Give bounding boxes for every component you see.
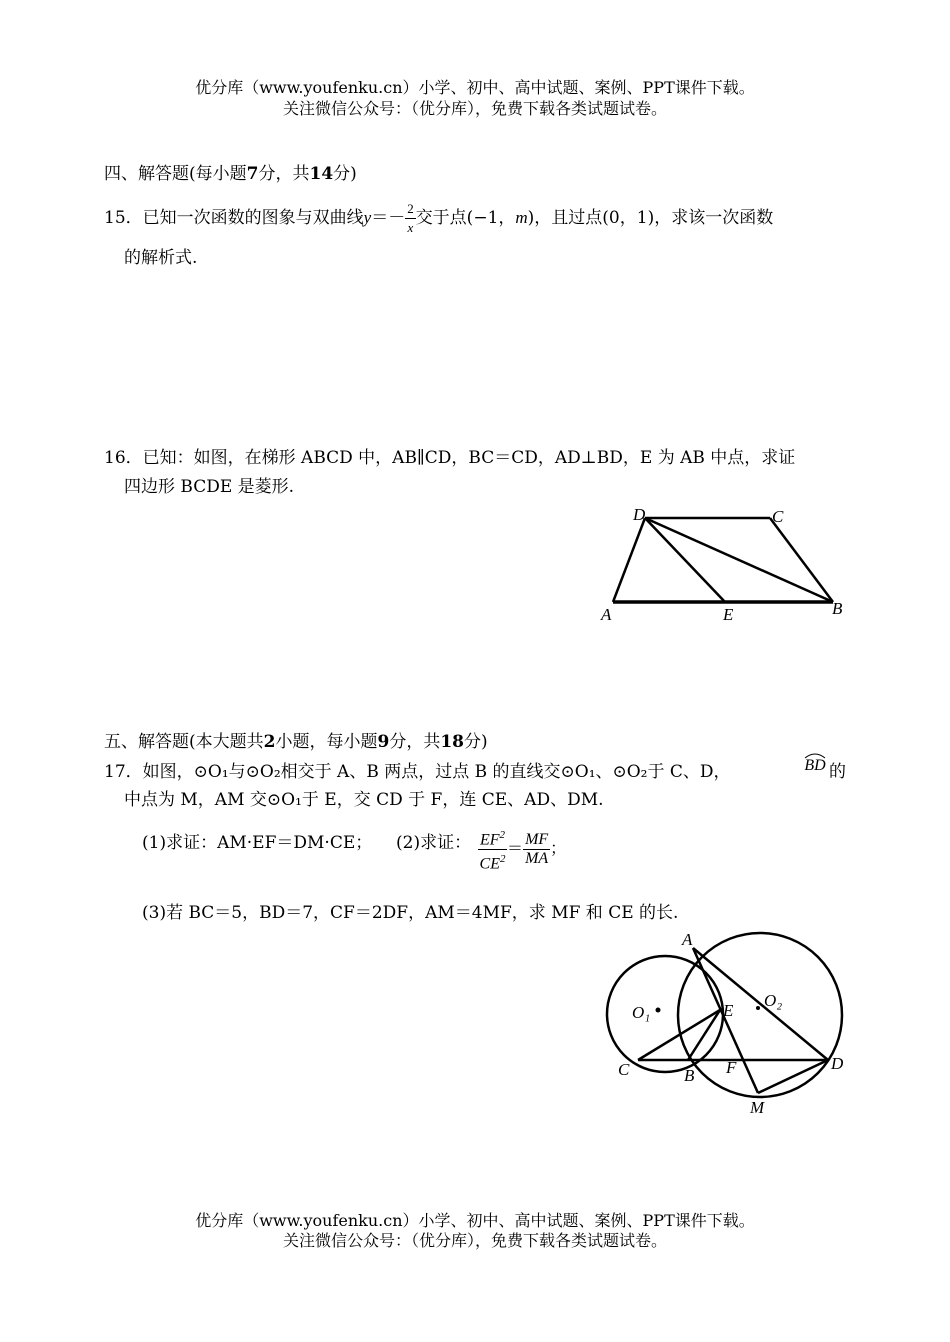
center-o2-dot xyxy=(756,1006,760,1010)
question-16-line-1: 16．已知：如图，在梯形 ABCD 中，AB∥CD，BC＝CD，AD⊥BD，E 为 AB 中点，求证 xyxy=(104,448,796,468)
arc-suffix: 的 xyxy=(829,762,846,782)
label-c: C xyxy=(772,507,784,526)
fraction-ef2-over-ce2: $\frac{EF^2}{CE^2}$ xyxy=(478,826,507,874)
header-line-1: 优分库（www.youfenku.cn）小学、初中、高中试题、案例、PPT课件下载。 xyxy=(195,78,755,97)
question-15-line-1: 15．已知一次函数的图象与双曲线y＝－ $\frac{2}{x}$ 交于点(−1，m)，且过点(0，1)，求该一次函数 xyxy=(104,201,774,235)
segment-de xyxy=(645,518,725,602)
header-line-2: 关注微信公众号：（优分库），免费下载各类试题试卷。 xyxy=(282,99,667,118)
segment-da xyxy=(613,518,645,602)
label-m: M xyxy=(750,1098,765,1117)
fraction-2-over-x: $\frac{2}{x}$ xyxy=(407,201,414,235)
question-17-line-1: 17．如图，⊙O₁与⊙O₂相交于 A、B 两点，过点 B 的直线交⊙O₁、⊙O₂于 C、D， xyxy=(104,762,731,782)
question-17-part-2-formula: $\frac{EF^2}{CE^2}$ ＝ $\frac{MF}{MA}$ ； xyxy=(478,826,566,874)
label-d: D xyxy=(633,505,646,524)
question-17-line-2: 中点为 M，AM 交⊙O₁于 E，交 CD 于 F，连 CE、AD、DM. xyxy=(124,790,604,810)
question-15-line-2: 的解析式. xyxy=(124,248,198,268)
label-o2: O₂ xyxy=(764,991,783,1010)
fraction-mf-over-ma: $\frac{MF}{MA}$ xyxy=(525,831,549,868)
segment-dm xyxy=(758,1060,828,1093)
label-b: B xyxy=(684,1066,695,1085)
question-17-part-1: (1)求证：AM·EF＝DM·CE； xyxy=(142,833,373,853)
label-a: A xyxy=(601,605,612,624)
segment-ad xyxy=(693,948,828,1060)
label-d: D xyxy=(831,1054,844,1073)
label-e: E xyxy=(723,1001,734,1020)
question-17-part-3: (3)若 BC＝5，BD＝7，CF＝2DF，AM＝4MF，求 MF 和 CE 的长. xyxy=(142,903,679,923)
section-5-heading: 五、解答题(本大题共2小题，每小题9分，共18分) xyxy=(104,732,488,752)
footer-line-1: 优分库（www.youfenku.cn）小学、初中、高中试题、案例、PPT课件下载。 xyxy=(195,1211,755,1230)
label-c: C xyxy=(618,1060,630,1079)
label-b: B xyxy=(832,599,843,618)
arc-bd-label: BD xyxy=(803,752,827,773)
label-a: A xyxy=(682,930,693,949)
question-16-line-2: 四边形 BCDE 是菱形. xyxy=(124,477,295,497)
circles-figure xyxy=(600,928,860,1120)
section-4-heading: 四、解答题(每小题7分，共14分) xyxy=(104,164,357,184)
footer-line-2: 关注微信公众号：（优分库），免费下载各类试题试卷。 xyxy=(282,1231,667,1250)
segment-db xyxy=(645,518,833,602)
center-o1-dot xyxy=(656,1008,661,1013)
segment-be xyxy=(688,1010,720,1060)
circle-o2 xyxy=(678,933,842,1097)
label-o1: O₁ xyxy=(632,1003,651,1022)
trapezoid-figure xyxy=(595,500,855,630)
label-f: F xyxy=(726,1058,737,1077)
segment-cb xyxy=(770,518,833,602)
question-17-part-2-label: (2)求证： xyxy=(396,833,472,853)
label-e: E xyxy=(723,605,734,624)
